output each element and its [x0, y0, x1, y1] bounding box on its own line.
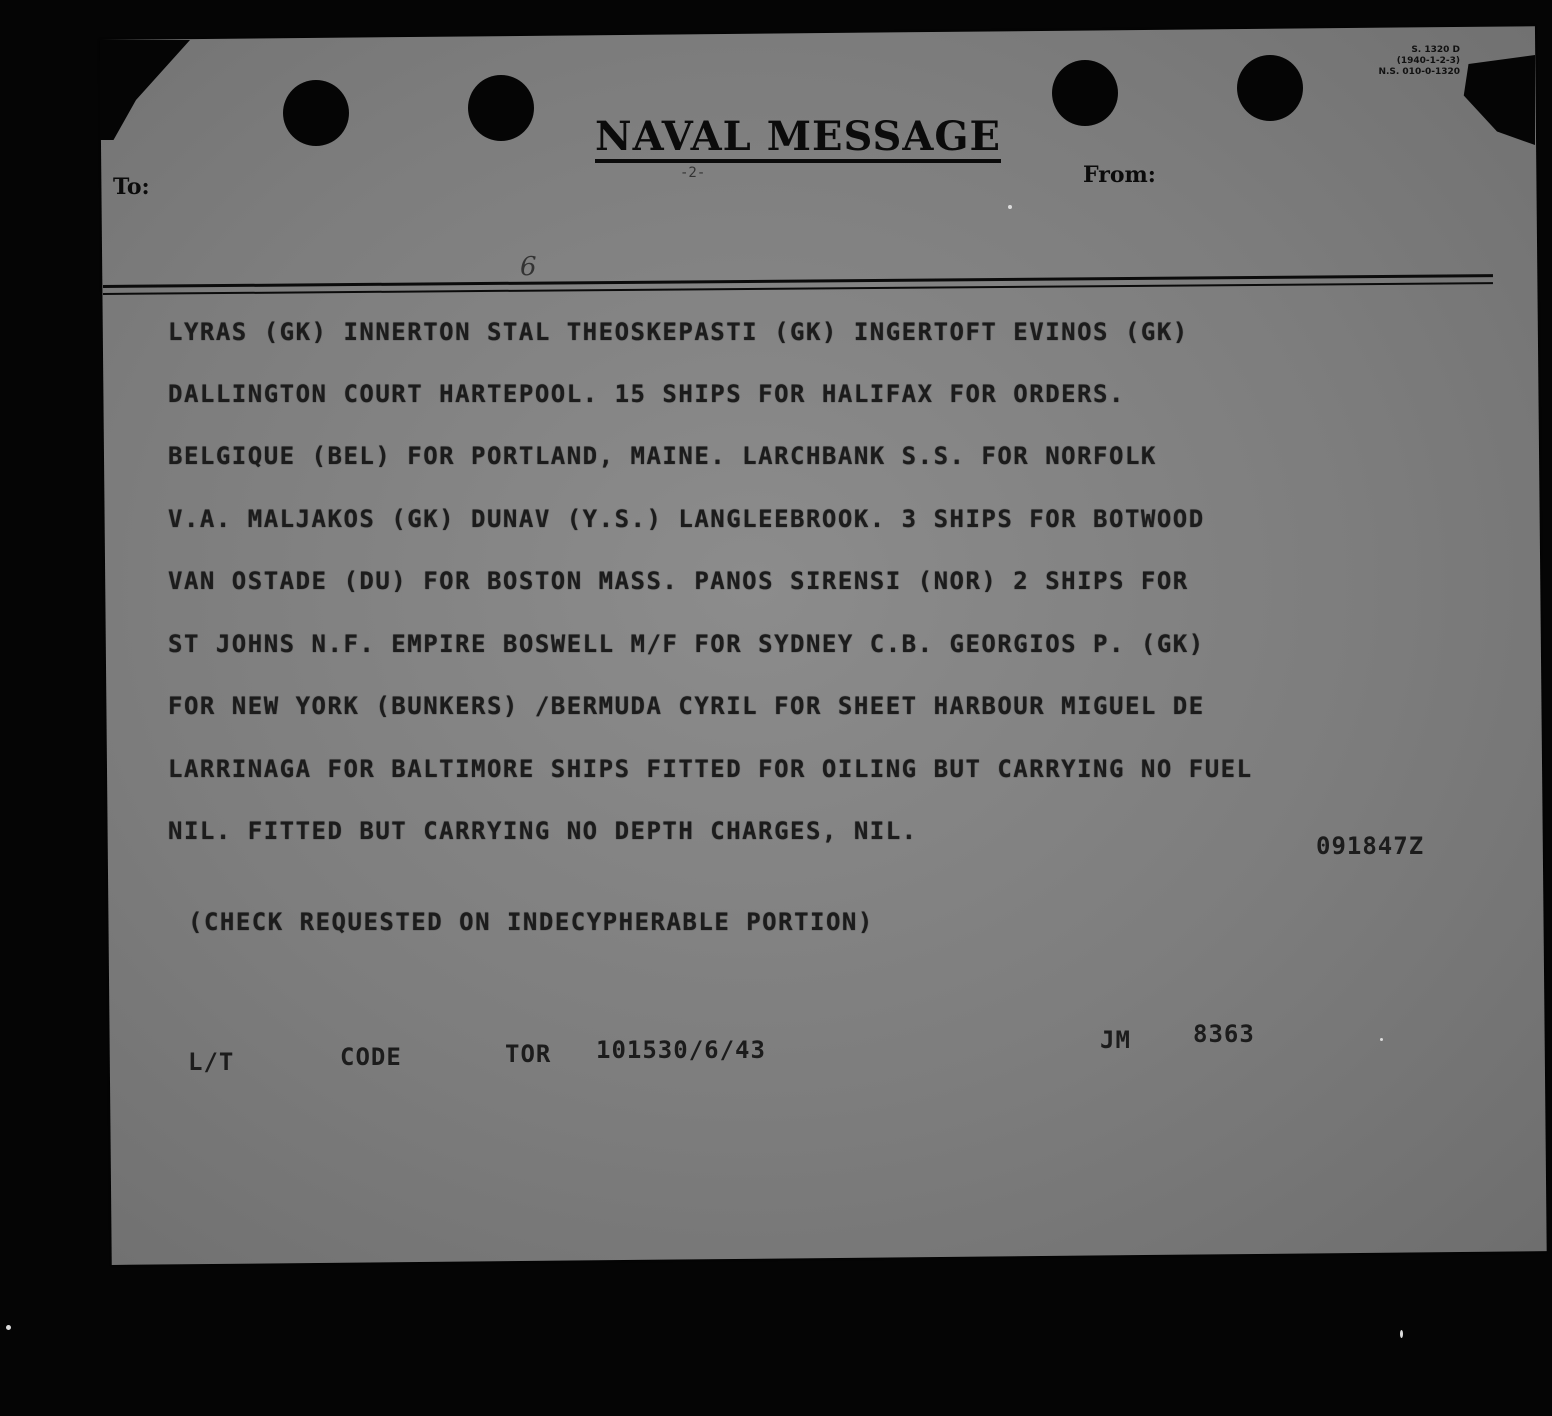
message-line: LARRINAGA FOR BALTIMORE SHIPS FITTED FOR OILING BUT CARRYING NO FUEL [168, 755, 1253, 783]
punch-hole [283, 80, 349, 146]
message-line: NIL. FITTED BUT CARRYING NO DEPTH CHARGES, NIL. [168, 817, 918, 845]
scan-speck [1380, 1038, 1383, 1041]
message-line: V.A. MALJAKOS (GK) DUNAV (Y.S.) LANGLEEBROOK. 3 SHIPS FOR BOTWOOD [168, 505, 1205, 533]
form-code [1310, 45, 1460, 78]
punch-hole [468, 75, 534, 141]
message-line: FOR NEW YORK (BUNKERS) /BERMUDA CYRIL FOR SHEET HARBOUR MIGUEL DE [168, 692, 1205, 720]
message-line: DALLINGTON COURT HARTEPOOL. 15 SHIPS FOR HALIFAX FOR ORDERS. [168, 380, 1125, 408]
code-label: CODE [340, 1043, 402, 1071]
from-label: From: [1083, 162, 1156, 188]
form-code-line: (1940-1-2-3) [1396, 56, 1460, 66]
form-code-line: N.S. 010-0-1320 [1378, 67, 1460, 77]
transmission-method: L/T [188, 1048, 235, 1076]
date-time-group: 091847Z [1316, 832, 1425, 860]
message-line: BELGIQUE (BEL) FOR PORTLAND, MAINE. LARCHBANK S.S. FOR NORFOLK [168, 442, 1157, 470]
handwritten-mark: 6 [520, 252, 537, 282]
serial-number: 8363 [1193, 1020, 1255, 1048]
to-label: To: [113, 174, 150, 200]
operator-initials: JM [1100, 1026, 1131, 1054]
punch-hole [1052, 60, 1118, 126]
scan-speck [6, 1325, 11, 1330]
check-note: (CHECK REQUESTED ON INDECYPHERABLE PORTION) [188, 908, 874, 936]
message-line: ST JOHNS N.F. EMPIRE BOSWELL M/F FOR SYDNEY C.B. GEORGIOS P. (GK) [168, 630, 1205, 658]
message-line: LYRAS (GK) INNERTON STAL THEOSKEPASTI (GK) INGERTOFT EVINOS (GK) [168, 318, 1189, 346]
document-title: NAVAL MESSAGE [595, 115, 1001, 163]
tor-value: 101530/6/43 [596, 1036, 766, 1064]
punch-hole [1237, 55, 1303, 121]
form-code-line: S. 1320 D [1411, 45, 1460, 55]
message-line: VAN OSTADE (DU) FOR BOSTON MASS. PANOS SIRENSI (NOR) 2 SHIPS FOR [168, 567, 1189, 595]
tor-label: TOR [505, 1040, 552, 1068]
page-number: -2- [680, 165, 706, 181]
scan-speck [1400, 1330, 1403, 1338]
scan-speck [1008, 205, 1012, 209]
